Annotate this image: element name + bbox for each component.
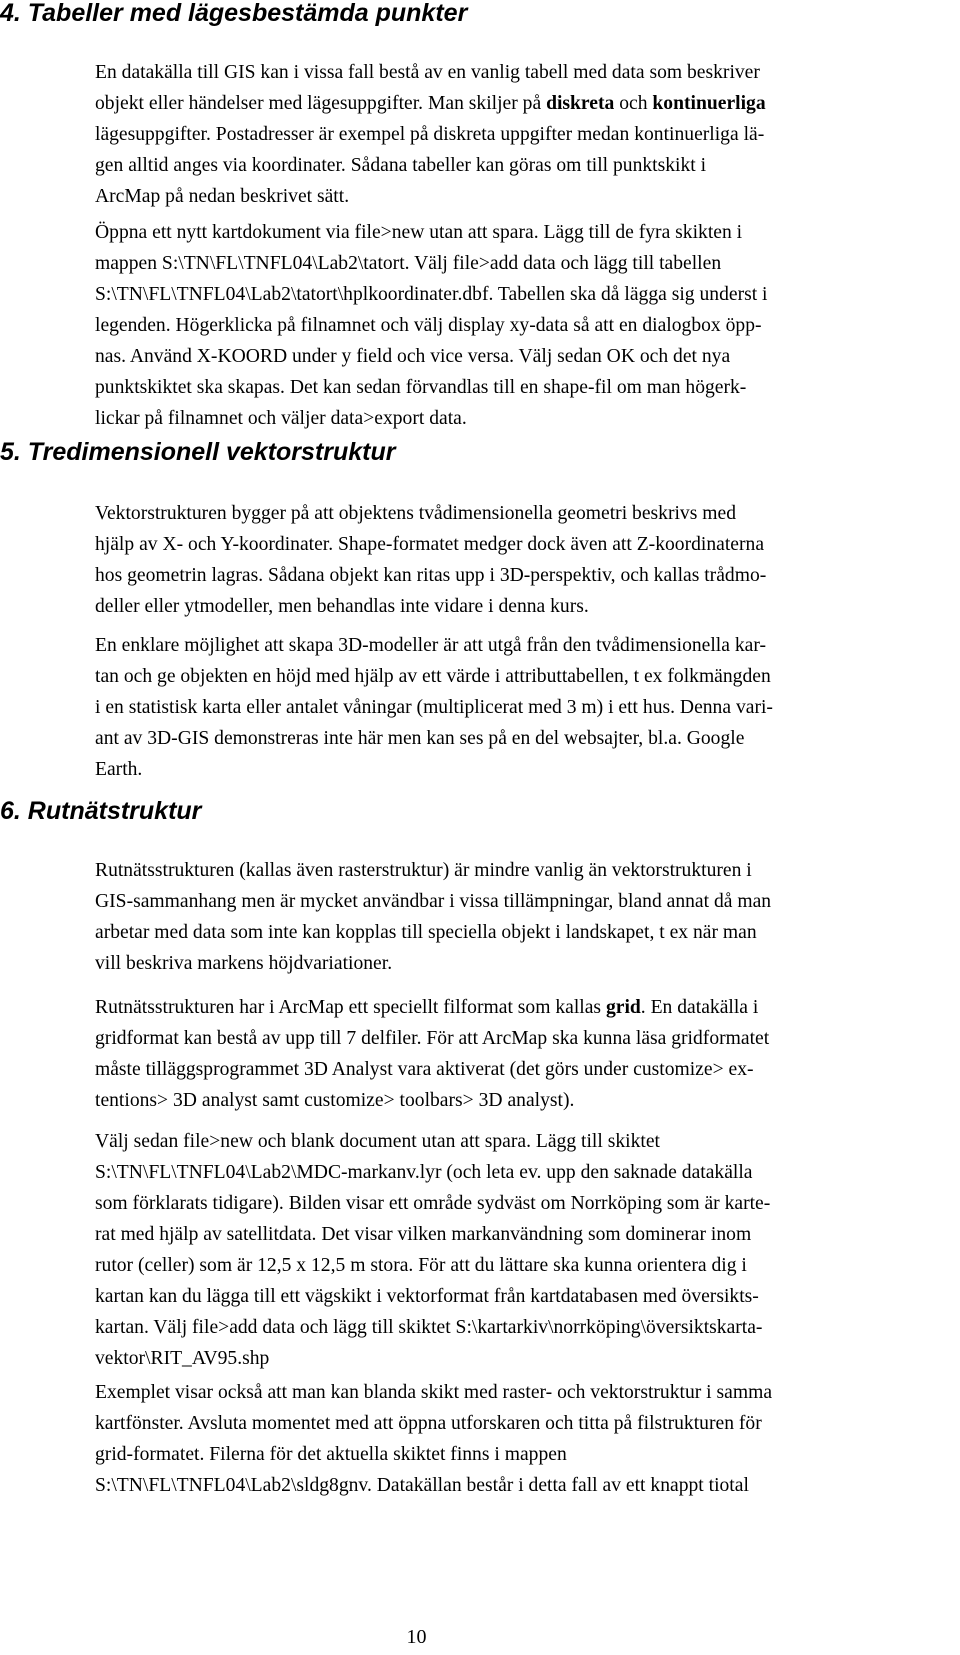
- text-line: som förklarats tidigare). Bilden visar ett område sydväst om Norrköping som är karte-: [95, 1193, 771, 1214]
- text-line: kartfönster. Avsluta momentet med att öppna utforskaren och titta på filstrukturen för: [95, 1413, 762, 1434]
- text-line: Vektorstrukturen bygger på att objektens tvådimensionella geometri beskrivs med: [95, 503, 736, 524]
- bold-term: diskreta: [546, 93, 615, 114]
- text-line: En datakälla till GIS kan i vissa fall bestå av en vanlig tabell med data som beskriver: [95, 62, 760, 83]
- text-line: legenden. Högerklicka på filnamnet och välj display xy-data så att en dialogbox öpp-: [95, 315, 762, 336]
- text-line: Öppna ett nytt kartdokument via file>new utan att spara. Lägg till de fyra skikten i: [95, 222, 743, 243]
- text-line: Välj sedan file>new och blank document utan att spara. Lägg till skiktet: [95, 1131, 660, 1152]
- text-line: objekt eller händelser med lägesuppgifter. Man skiljer på diskreta och kontinuerliga: [95, 93, 766, 114]
- text-line: hos geometrin lagras. Sådana objekt kan ritas upp i 3D-perspektiv, och kallas trådmo-: [95, 565, 767, 586]
- section-4-paragraph-2: [95, 217, 960, 434]
- text-line: mappen S:\TN\FL\TNFL04\Lab2\tatort. Välj file>add data och lägg till tabellen: [95, 253, 722, 274]
- text-line: Rutnätsstrukturen (kallas även rasterstruktur) är mindre vanlig än vektorstrukturen i: [95, 860, 752, 881]
- text-line: gridformat kan bestå av upp till 7 delfiler. För att ArcMap ska kunna läsa gridformatet: [95, 1028, 770, 1049]
- text-line: Rutnätsstrukturen har i ArcMap ett speciellt filformat som kallas grid. En datakälla i: [95, 997, 759, 1018]
- section-5-heading: 5. Tredimensionell vektorstruktur: [0, 438, 396, 466]
- text-line: lickar på filnamnet och väljer data>export data.: [95, 408, 467, 429]
- section-6-paragraph-1: [95, 855, 960, 979]
- text-line: ArcMap på nedan beskrivet sätt.: [95, 186, 350, 207]
- text-line: S:\TN\FL\TNFL04\Lab2\tatort\hplkoordinater.dbf. Tabellen ska då lägga sig underst i: [95, 284, 768, 305]
- text-line: grid-formatet. Filerna för det aktuella skiktet finns i mappen: [95, 1444, 567, 1465]
- text-line: lägesuppgifter. Postadresser är exempel på diskreta uppgifter medan kontinuerliga lä-: [95, 124, 765, 145]
- text-line: i en statistisk karta eller antalet våningar (multiplicerat med 3 m) i ett hus. Denna vari-: [95, 697, 773, 718]
- section-6-paragraph-2: [95, 992, 960, 1116]
- section-6-paragraph-3: [95, 1126, 960, 1374]
- text-line: En enklare möjlighet att skapa 3D-modeller är att utgå från den tvådimensionella kar-: [95, 635, 766, 656]
- text-line: vill beskriva markens höjdvariationer.: [95, 953, 393, 974]
- text-line: vektor\RIT_AV95.shp: [95, 1348, 270, 1369]
- text-line: arbetar med data som inte kan kopplas till speciella objekt i landskapet, t ex när man: [95, 922, 757, 943]
- text-line: hjälp av X- och Y-koordinater. Shape-formatet medger dock även att Z-koordinaterna: [95, 534, 765, 555]
- text-line: gen alltid anges via koordinater. Sådana tabeller kan göras om till punktskikt i: [95, 155, 707, 176]
- text-line: punktskiktet ska skapas. Det kan sedan förvandlas till en shape-fil om man högerk-: [95, 377, 747, 398]
- text-line: S:\TN\FL\TNFL04\Lab2\MDC-markanv.lyr (och leta ev. upp den saknade datakälla: [95, 1162, 753, 1183]
- text-line: kartan kan du lägga till ett vägskikt i vektorformat från kartdatabasen med översikts-: [95, 1286, 759, 1307]
- section-6-heading: 6. Rutnätstruktur: [0, 797, 202, 825]
- text-line: S:\TN\FL\TNFL04\Lab2\sldg8gnv. Datakällan består i detta fall av ett knappt tiotal: [95, 1475, 749, 1496]
- text-line: tentions> 3D analyst samt customize> toolbars> 3D analyst).: [95, 1090, 575, 1111]
- text-line: tan och ge objekten en höjd med hjälp av ett värde i attributtabellen, t ex folkmängden: [95, 666, 771, 687]
- text-line: ant av 3D-GIS demonstreras inte här men kan ses på en del websajter, bl.a. Google: [95, 728, 745, 749]
- bold-term: kontinuerliga: [652, 93, 766, 114]
- section-4-paragraph-1: [95, 57, 960, 212]
- text-line: nas. Använd X-KOORD under y field och vice versa. Välj sedan OK och det nya: [95, 346, 731, 367]
- text-line: kartan. Välj file>add data och lägg till skiktet S:\kartarkiv\norrköping\översiktskarta-: [95, 1317, 763, 1338]
- text-line: GIS-sammanhang men är mycket användbar i vissa tillämpningar, bland annat då man: [95, 891, 772, 912]
- section-5-paragraph-1: [95, 498, 960, 622]
- section-6-paragraph-4: [95, 1377, 960, 1501]
- text-line: rat med hjälp av satellitdata. Det visar vilken markanvändning som dominerar inom: [95, 1224, 752, 1245]
- text-line: Exemplet visar också att man kan blanda skikt med raster- och vektorstruktur i samma: [95, 1382, 773, 1403]
- text-line: Earth.: [95, 759, 143, 780]
- section-5-paragraph-2: [95, 630, 960, 785]
- text-line: deller eller ytmodeller, men behandlas inte vidare i denna kurs.: [95, 596, 589, 617]
- text-line: måste tilläggsprogrammet 3D Analyst vara aktiverat (det görs under customize> ex-: [95, 1059, 754, 1080]
- bold-term: grid: [605, 997, 641, 1018]
- section-4-heading: 4. Tabeller med lägesbestämda punkter: [0, 0, 468, 27]
- page-number: 10: [406, 1626, 427, 1648]
- text-line: rutor (celler) som är 12,5 x 12,5 m stora. För att du lättare ska kunna orientera dig i: [95, 1255, 747, 1276]
